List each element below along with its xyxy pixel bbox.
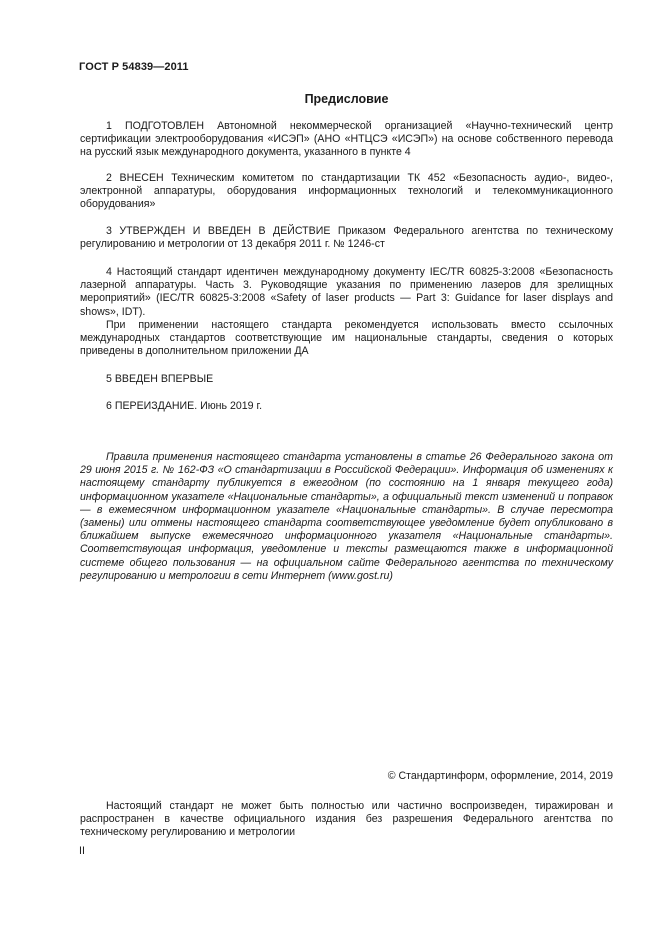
paragraph-first-introduced: 5 ВВЕДЕН ВПЕРВЫЕ [106,373,214,385]
paragraph-6-block [80,400,613,413]
page-number: II [79,845,85,857]
paragraph-reference-note: При применении настоящего стандарта рекомендуется использовать вместо ссылочных международных стандартов соответствующие им национальные стандарты, сведения о которых приведены в дополнительном приложении ДА [80,318,613,358]
paragraph-submitted-by: 2 ВНЕСЕН Техническим комитетом по стандартизации ТК 452 «Безопасность аудио-, видео-, электронной аппаратуры, оборудования информационных технологий и телекоммуникационного оборудования» [80,172,613,211]
section-title: Предисловие [304,92,389,106]
paragraph-reissue: 6 ПЕРЕИЗДАНИЕ. Июнь 2019 г. [106,400,263,412]
paragraph-3-block [80,225,613,251]
paragraph-2-block [80,172,613,212]
paragraph-prepared-by: 1 ПОДГОТОВЛЕН Автономной некоммерческой организацией «Научно-технический центр сертификации электрооборудования «ИСЭП» (АНО «НТЦСЭ «ИСЭП») на основе собственного перевода на русский язык международного документа, указанного в пункте 4 [80,120,613,159]
paragraph-1-block [80,120,613,160]
reproduction-notice-text: Настоящий стандарт не может быть полностью или частично воспроизведен, тиражирован и распространен в качестве официального издания без разрешения Федерального агентства по техническому регулированию и метрологии [80,800,613,839]
paragraph-approved: 3 УТВЕРЖДЕН И ВВЕДЕН В ДЕЙСТВИЕ Приказом Федерального агентства по техническому регулированию и метрологии от 13 декабря 2011 г. № 1246-ст [80,225,613,251]
notice-text: Правила применения настоящего стандарта установлены в статье 26 Федерального закона от 29 июня 2015 г. № 162-ФЗ «О стандартизации в Российской Федерации». Информация об изменениях к настоящему стандарту публикуется в ежегодном (по состоянию на 1 января текущего года) информационном указателе «Национальные стандарты», а официальный текст изменений и поправок — в ежемесячном информационном указателе «Национальные стандарты». В случае пересмотра (замены) или отмены настоящего стандарта соответствующее уведомление будет опубликовано в ближайшем выпуске ежемесячного информационного указателя «Национальные стандарты». Соответствующая информация, уведомление и тексты размещаются также в информационной системе общего пользования — на официальном сайте Федерального агентства по техническому регулированию и метрологии в сети Интернет (www.gost.ru) [80,451,613,582]
paragraph-5-block [80,373,613,386]
copyright-line: © Стандартинформ, оформление, 2014, 2019 [387,770,613,782]
document-id-header: ГОСТ Р 54839—2011 [79,61,189,73]
paragraph-identical-to: 4 Настоящий стандарт идентичен международному документу IEC/TR 60825-3:2008 «Безопасность лазерной аппаратуры. Часть 3. Руководящие указания по применению лазеров для зрелищных мероприятий» (IEC/TR 60825-3:2008 «Safety of laser products — Part 3: Guidance for laser displays and shows», IDT). [80,266,613,318]
paragraph-4-block [80,266,613,358]
standardization-notice [80,451,613,583]
reproduction-notice [80,800,613,840]
